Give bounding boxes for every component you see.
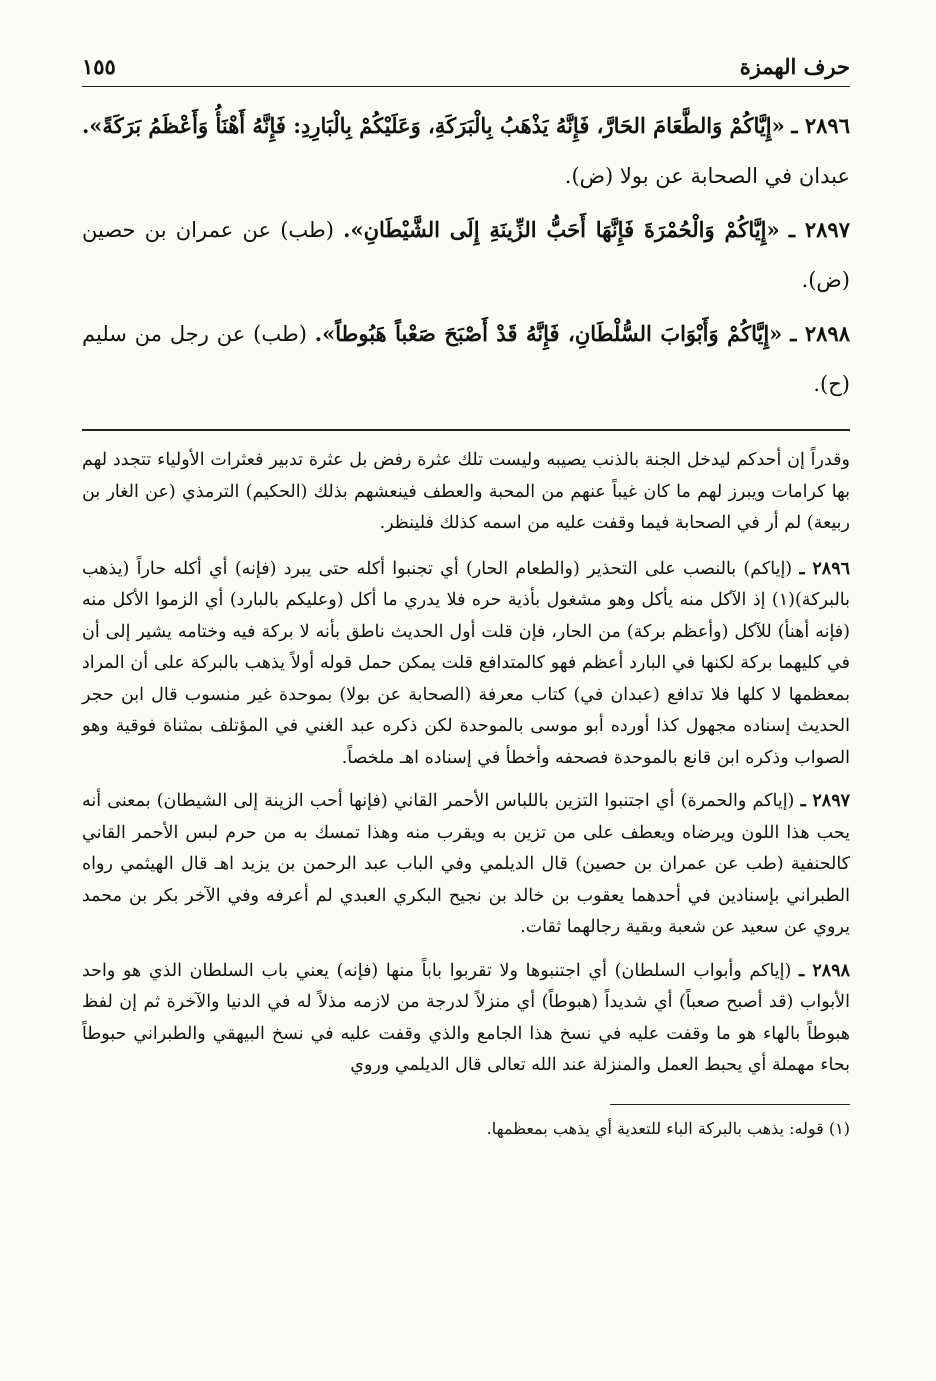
hadith-source: (طب) عن رجل من سليم (ح). xyxy=(82,322,850,396)
commentary-number: ٢٨٩٧ ـ xyxy=(800,791,850,811)
hadith-2896 xyxy=(82,101,850,201)
page xyxy=(82,52,850,1143)
hadith-2898 xyxy=(82,309,850,409)
chapter-title: حرف الهمزة xyxy=(732,54,850,79)
hadith-source: عبدان في الصحابة عن بولا (ض). xyxy=(564,164,850,188)
hadith-text: «إِيَّاكُمْ وَالطَّعَامَ الحَارَّ، فَإِنَّهُ يَذْهَبُ بِالْبَرَكَةِ، وَعَلَيْكُمْ بِالْبَارِدِ: فَإِنَّهُ أَهْنَأُ وَأَعْظَمُ بَرَكَةً». xyxy=(82,113,785,138)
hadith-2897 xyxy=(82,205,850,305)
hadith-text: «إِيَّاكُمْ وَأَبْوَابَ السُّلْطَانِ، فَإِنَّهُ قَدْ أَصْبَحَ صَعْباً هَبُوطاً». xyxy=(314,321,783,346)
page-number: ١٥٥ xyxy=(82,54,124,79)
commentary-text: (إياكم وأبواب السلطان) أي اجتنبوها ولا تقربوا باباً منها (فإنه) يعني باب السلطان الذي هو واحد الأبواب (قد أصبح صعباً) أي شديداً (هبوطاً) أي منزلاً لدرجة من لازمه مذلاً له في الدنيا والآخرة ثم إن لفظ هبوطاً بالهاء هو ما وقفت عليه في نسخ هذا الجامع والذي وقفت عليه في نسخ البيهقي والطبراني حبوطاً بحاء مهملة أي يحبط العمل والمنزلة عند الله تعالى قال الديلمي وروي xyxy=(82,960,850,1075)
hadith-text: «إِيَّاكُمْ وَالْحُمْرَةَ فَإِنَّهَا أَحَبُّ الزِّينَةِ إِلَى الشَّيْطَانِ». xyxy=(343,217,780,242)
commentary-2898 xyxy=(82,956,850,1082)
hadith-number: ٢٨٩٨ ـ xyxy=(790,321,850,346)
commentary-2896 xyxy=(82,554,850,775)
commentary-number: ٢٨٩٦ ـ xyxy=(799,558,850,579)
commentary-text: (إياكم) بالنصب على التحذير (والطعام الحار) أي تجنبوا أكله حتى يبرد (فإنه) أي أكله حاراً (يذهب بالبركة)(١) إذ الآكل منه يأكل وهو مشغول بأذية حره فلا يدري ما أكل (وعليكم بالبارد) أي الزموا الأكل منه (فإنه أهنأ) للآكل (وأعظم بركة) من الحار، فإن قلت أول الحديث ناطق بأنه لا بركة فيه وختامه يشير إلى أن في كليهما بركة لكنها في البارد أعظم فهو كالمتدافع قلت يمكن حمل قوله أولاً يذهب بالبركة على أن المراد بمعظمها لا كلها فلا تدافع (عبدان في) كتاب معرفة (الصحابة عن بولا) بموحدة غير منسوب قال ابن حجر الحديث إسناده مجهول كذا أورده أبو موسى بالموحدة لكن ذكره عبد الغني في المؤتلف بمثناة فوقية وهو الصواب وذكره ابن قانع بالموحدة فصحفه وأخطأ في إسناده اهـ ملخصاً. xyxy=(82,558,850,768)
footnote-divider xyxy=(610,1104,850,1105)
hadith-source: (طب) عن عمران بن حصين (ض). xyxy=(82,218,850,292)
hadith-number: ٢٨٩٦ ـ xyxy=(791,113,850,138)
footnote: (١) قوله: يذهب بالبركة الباء للتعدية أي يذهب بمعظمها. xyxy=(486,1118,850,1138)
section-divider xyxy=(82,429,850,431)
hadith-number: ٢٨٩٧ ـ xyxy=(788,217,850,242)
commentary xyxy=(82,445,850,1082)
hadith-texts xyxy=(82,101,850,409)
page-header xyxy=(82,52,850,87)
commentary-continuation: وقدراً إن أحدكم ليدخل الجنة بالذنب يصيبه وليست تلك عثرة رفض بل عثرة تدبير فعثرات الأولياء تتجدد لهم بها كرامات ويبرز لهم ما كان غيباً عنهم من المحبة والعطف فينعشهم بذلك (الحكيم) الترمذي (عن الغار بن ربيعة) لم أر في الصحابة فيما وقفت عليه من اسمه كذلك فلينظر. xyxy=(82,450,850,533)
commentary-2897 xyxy=(82,786,850,944)
commentary-text: (إياكم والحمرة) أي اجتنبوا التزين باللباس الأحمر القاني (فإنها أحب الزينة إلى الشيطان) بمعنى أنه يحب هذا اللون ويرضاه ويعطف على من تزين به ويقرب منه وهذا تمسك به من حرم لبس الأحمر القاني كالحنفية (طب عن عمران بن حصين) قال الديلمي وفي الباب عبد الرحمن بن يزيد اهـ قال الهيثمي رواه الطبراني بإسنادين في أحدهما يعقوب بن خالد بن نجيح البكري العبدي لم أعرفه وفي الآخر بكر بن محمد يروي عن سعيد عن شعبة وبقية رجالهما ثقات. xyxy=(82,791,850,937)
commentary-number: ٢٨٩٨ ـ xyxy=(799,960,850,981)
